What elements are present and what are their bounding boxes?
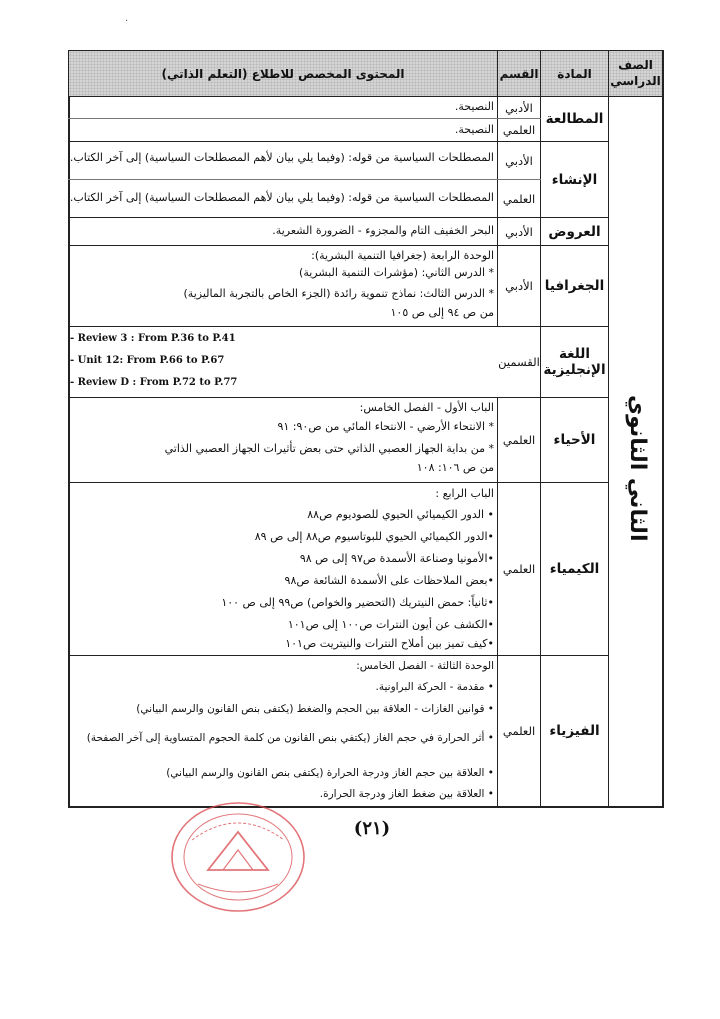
content-line: •الدور الكيميائي الحيوي للبوتاسيوم ص٨٨ إلى ص ٨٩ (254, 530, 494, 543)
content-line: - Review D : From P.72 to P.77 (70, 377, 238, 388)
section-ilmi: العلمي (502, 724, 536, 738)
section-ilmi: العلمي (502, 123, 536, 137)
content-line: * الدرس الثاني: (مؤشرات التنمية البشرية) (299, 266, 494, 279)
page-number: (٢١) (353, 818, 391, 839)
content-line: •الكشف عن أيون النترات ص١٠٠ إلى ص١٠١ (287, 618, 494, 631)
official-stamp-icon (168, 800, 308, 915)
section-ilmi: العلمي (502, 191, 536, 206)
content-line: • مقدمة - الحركة البراونية. (375, 681, 494, 693)
content-line: * الدرس الثالث: نماذج تنموية رائدة (الجزء الخاص بالتجربة الماليزية) (183, 287, 494, 300)
section-ilmi: العلمي (502, 433, 536, 447)
section-adabi: الأدبي (505, 100, 533, 115)
mutalaa-ilmi-content: النصيحة. (454, 123, 494, 136)
section-adabi: الأدبي (505, 153, 533, 168)
scan-mark: · (125, 16, 129, 27)
content-line: • العلاقة بين حجم الغاز ودرجة الحرارة (يكتفى بنص القانون والرسم البياني) (166, 767, 494, 779)
header-subject: المادة (541, 51, 608, 96)
section-both: القسمين (498, 355, 540, 369)
content-line: •كيف تميز بين أملاح النترات والنيتريت ص١٠١ (285, 637, 494, 650)
content-line: من ص ١٠٦: ١٠٨ (416, 461, 494, 474)
content-line: الباب الرابع : (435, 487, 494, 500)
content-line: * الانتحاء الأرضي - الانتحاء المائي من ص٩٠: ٩١ (277, 420, 494, 433)
content-line: • الدور الكيميائي الحيوي للصوديوم ص٨٨ (307, 508, 494, 521)
header-section: القسم (498, 51, 540, 96)
content-line: - Review 3 : From P.36 to P.41 (70, 333, 236, 344)
subject-mutalaa: المطالعة (545, 111, 604, 127)
section-adabi: الأدبي (505, 224, 533, 239)
content-line: الباب الأول - الفصل الخامس: (359, 401, 494, 414)
subject-inshaa: الإنشاء (551, 171, 598, 188)
physics-content (72, 656, 494, 806)
arood-content: البحر الخفيف التام والمجزوء - الضرورة الشعرية. (272, 224, 494, 237)
content-line: الوحدة الثالثة - الفصل الخامس: (356, 660, 494, 672)
content-line: • أثر الحرارة في حجم الغاز (يكتفي بنص القانون من كلمة الحجوم المتساوية إلى آخر الصفحة) (86, 732, 494, 744)
content-line: • قوانين الغازات - العلاقة بين الحجم والضغط (يكتفى بنص القانون والرسم البياني) (136, 703, 494, 715)
content-line: •بعض الملاحظات على الأسمدة الشائعة ص٩٨ (284, 574, 494, 587)
subject-geography: الجغرافيا (544, 278, 605, 294)
content-line: الوحدة الرابعة (جغرافيا التنمية البشرية): (311, 249, 494, 262)
content-line: • العلاقة بين ضغط الغاز ودرجة الحرارة. (319, 788, 494, 800)
subject-chemistry: الكيمياء (549, 561, 600, 577)
subject-english: اللغة الإنجليزية (543, 346, 606, 378)
biology-content (72, 398, 494, 482)
grade-label: الثاني الثانوي (625, 395, 650, 542)
inshaa-adabi-content: المصطلحات السياسية من قوله: (وفيما يلي بيان لأهم المصطلحات السياسية) إلى آخر الكتاب. (69, 151, 494, 164)
header-grade: الصف الدراسي (609, 51, 662, 96)
chemistry-content (72, 483, 494, 655)
content-line: •ثانياً: حمض النيتريك (التحضير والخواص) ص٩٩ إلى ص ١٠٠ (221, 596, 494, 609)
english-content (68, 327, 497, 397)
mutalaa-adabi-content: النصيحة. (454, 100, 494, 113)
content-line: •الأمونيا وصناعة الأسمدة ص٩٧ إلى ص ٩٨ (299, 552, 494, 565)
subject-physics: الفيزياء (549, 723, 600, 739)
content-line: * من بداية الجهاز العصبي الذاتي حتى بعض تأثيرات الجهاز العصبي الذاتي (164, 442, 494, 455)
header-content: المحتوى المخصص للاطلاع (التعلم الذاتي) (69, 51, 497, 96)
geography-content (72, 246, 494, 326)
content-line: - Unit 12: From P.66 to P.67 (70, 355, 225, 366)
subject-arood: العروض (548, 223, 601, 240)
content-line: من ص ٩٤ إلى ص ١٠٥ (390, 306, 494, 319)
curriculum-table (68, 50, 664, 808)
section-ilmi: العلمي (502, 562, 536, 576)
section-adabi: الأدبي (505, 279, 533, 293)
inshaa-ilmi-content: المصطلحات السياسية من قوله: (وفيما يلي بيان لأهم المصطلحات السياسية) إلى آخر الكتاب. (69, 191, 494, 204)
subject-biology: الأحياء (553, 432, 596, 448)
